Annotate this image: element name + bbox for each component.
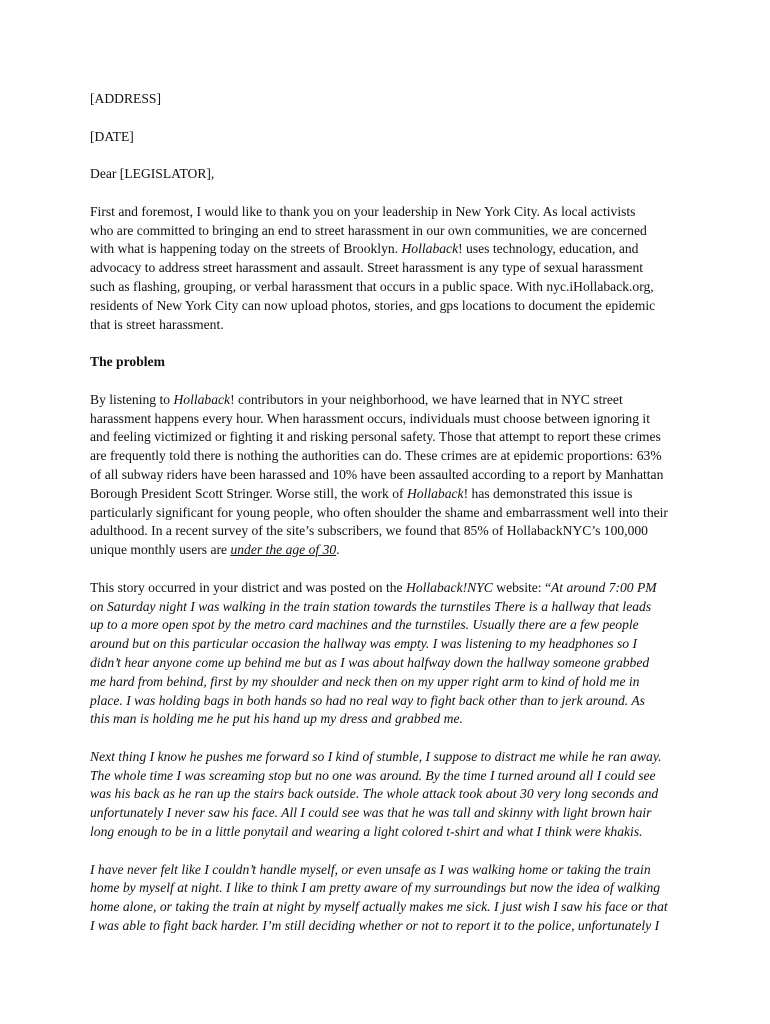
text-run: Borough President Scott Stringer. Worse still, the work of [90,485,407,501]
text-run: unique monthly users are [90,542,231,558]
story-paragraph [90,579,690,729]
hollaback-emphasis: Hollaback [401,241,459,257]
text-line [90,579,690,598]
text-line: particularly significant for young people, who often shoulder the shame and embarrassment well into their [90,504,668,520]
spacer [90,372,690,391]
hollaback-nyc-emphasis: Hollaback!NYC [406,579,493,595]
text-line [90,485,690,504]
text-line [90,541,690,560]
text-line: that is street harassment. [90,316,224,332]
salutation: Dear [LEGISLATOR], [90,166,215,182]
under-30-link-text: under the age of 30 [230,542,337,558]
section-heading-problem: The problem [90,354,165,370]
spacer [90,334,690,353]
text-line: who are committed to bringing an end to street harassment in our own communities, we are concerned [90,222,647,238]
problem-paragraph [90,391,690,560]
intro-paragraph [90,203,690,335]
spacer [90,729,690,748]
quote-line: place. I was holding bags in both hands so had no real way to fight back other than to jerk around. As [90,692,645,708]
spacer [90,560,690,579]
quote-line: The whole time I was screaming stop but no one was around. By the time I turned around all I could see [90,767,656,783]
text-run: website: “ [492,579,551,595]
quote-start: At around 7:00 PM [551,579,657,595]
story-paragraph-2 [90,748,690,842]
letter-page [90,90,690,936]
quote-line: home by myself at night. I like to think I am pretty aware of my surroundings but now the idea of walking [90,880,661,896]
hollaback-emphasis: Hollaback [173,391,231,407]
text-line: advocacy to address street harassment and assault. Street harassment is any type of sexual harassment [90,260,644,276]
quote-line: on Saturday night I was walking in the train station towards the turnstiles There is a hallway that leads [90,598,652,614]
text-line: are frequently told there is nothing the authorities can do. These crimes are at epidemic proportions: 63% [90,448,662,464]
quote-line: up to a more open spot by the metro card machines and the turnstiles. Usually there are a few people [90,617,639,633]
quote-line: I was able to fight back harder. I’m still deciding whether or not to report it to the police, unfortunately I [90,918,660,934]
spacer [90,184,690,203]
text-run: ! has demonstrated this issue is [463,485,633,501]
text-run: ! contributors in your neighborhood, we have learned that in NYC street [230,391,623,407]
text-line: residents of New York City can now upload photos, stories, and gps locations to document the epidemic [90,297,656,313]
quote-line: was his back as he ran up the stairs back outside. The whole attack took about 30 very long seconds and [90,786,659,802]
quote-line: me hard from behind, first by my shoulder and neck then on my upper right arm to kind of hold me in [90,673,640,689]
text-line: harassment happens every hour. When harassment occurs, individuals must choose between ignoring it [90,410,650,426]
quote-line: Next thing I know he pushes me forward so I kind of stumble, I suppose to distract me while he ran away. [90,748,662,764]
text-line: First and foremost, I would like to thank you on your leadership in New York City. As local activists [90,203,636,219]
quote-line: home alone, or taking the train at night by myself actually makes me sick. I just wish I saw his face or that [90,899,668,915]
quote-line: I have never felt like I couldn’t handle myself, or even unsafe as I was walking home or taking the train [90,861,651,877]
date-placeholder: [DATE] [90,128,134,144]
text-run: By listening to [90,391,174,407]
text-run: with what is happening today on the streets of Brooklyn. [90,241,402,257]
quote-line: around but on this particular occasion the hallway was empty. I was listening to my headphones so I [90,636,637,652]
quote-line: unfortunately I never saw his face. All I could see was that he was tall and skinny with light brown hair [90,805,652,821]
quote-line: long enough to be in a little ponytail and wearing a light colored t-shirt and what I think were khakis. [90,824,643,840]
text-line: and feeling victimized or fighting it and risking personal safety. Those that attempt to report these crimes [90,429,661,445]
text-line: adulthood. In a recent survey of the site’s subscribers, we found that 85% of HollabackNYC’s 100,000 [90,523,648,539]
text-line [90,240,690,259]
hollaback-emphasis: Hollaback [406,485,464,501]
quote-line: this man is holding me he put his hand up my dress and grabbed me. [90,711,463,727]
text-run: This story occurred in your district and was posted on the [90,579,406,595]
text-line [90,391,690,410]
quote-line: didn’t hear anyone come up behind me but as I was about halfway down the hallway someone grabbed [90,654,650,670]
story-paragraph-3 [90,861,690,936]
text-line: such as flashing, grouping, or verbal harassment that occurs in a public space. With nyc.iHollaback.org, [90,278,654,294]
spacer [90,109,690,128]
text-run: ! uses technology, education, and [458,241,639,257]
text-line: of all subway riders have been harassed and 10% have been assaulted according to a report by Manhattan [90,466,664,482]
text-run: . [336,542,340,558]
address-placeholder: [ADDRESS] [90,91,161,106]
spacer [90,842,690,861]
spacer [90,146,690,165]
